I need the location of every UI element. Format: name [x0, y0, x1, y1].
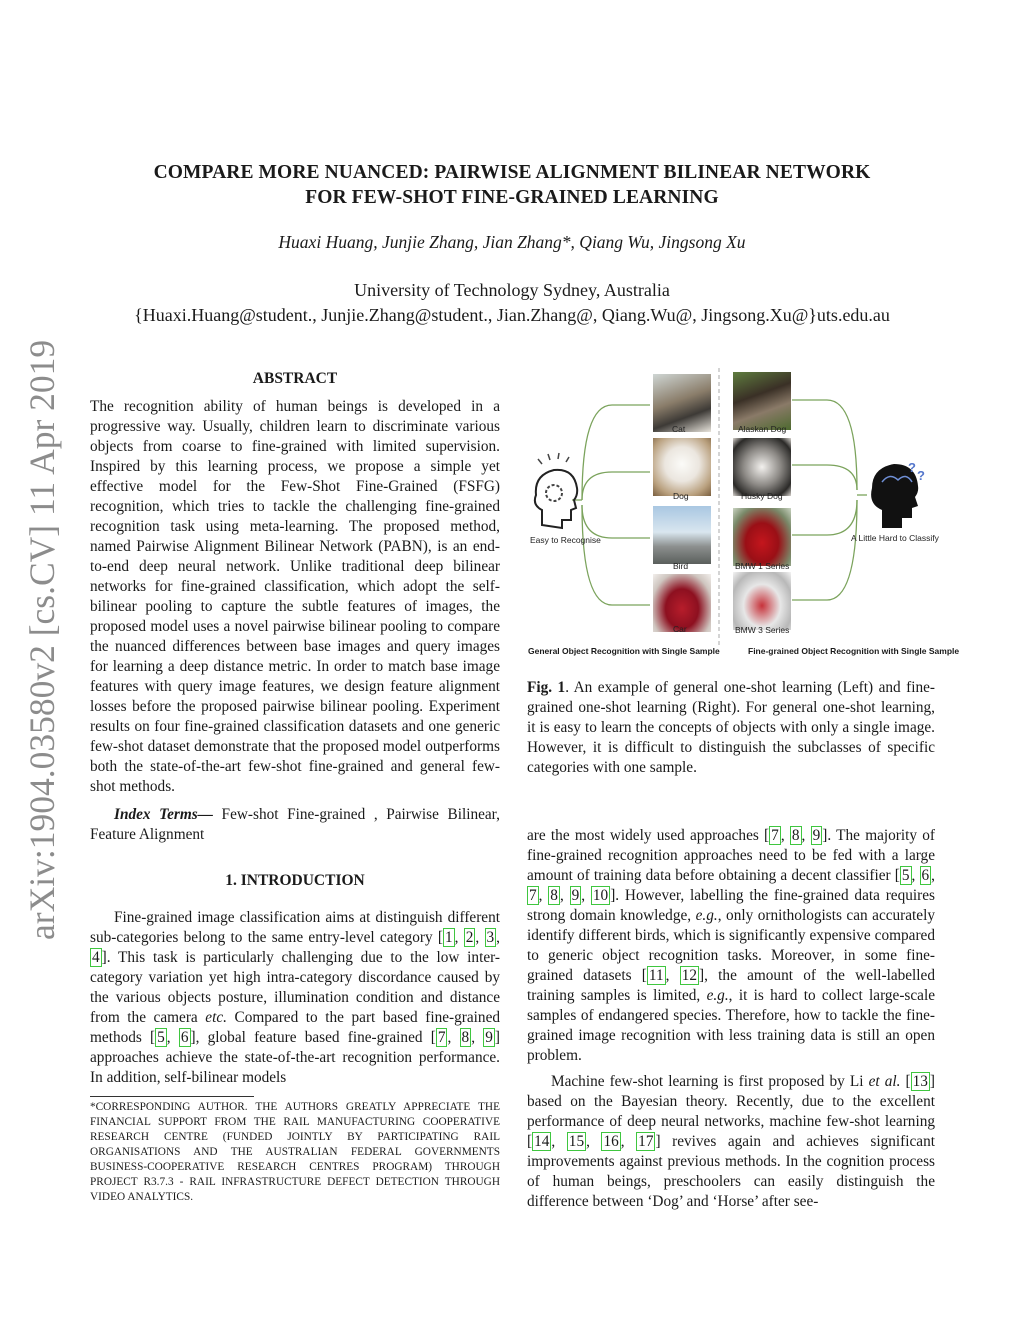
label-bird: Bird — [673, 561, 689, 571]
alaskan-dog-photo — [733, 372, 791, 430]
husky-dog-photo — [733, 438, 791, 496]
author-list: Huaxi Huang, Junjie Zhang, Jian Zhang*, Qiang Wu, Jingsong Xu — [278, 232, 746, 252]
intro-paragraph-1-continued: are the most widely used approaches [ 7 , 8 , 9 ]. The majority of fine-grained recognition approaches need to be fed with a large amount of training data before obtaining a decent classifier [ 5 , 6 , 7 , 8 , 9 , 10 ]. However, labelling the fine-grained data requires strong domain knowledge, e.g., only ornithologists can accurately identify different birds, which is significantly expensive compared to generic object recognition tasks. Moreover, in some fine-grained datasets [ 11 , 12 ], the amount of the well-labelled training samples is limited, e.g., it is hard to collect large-scale samples of endangered species. Therefore, how to tackle the fine-grained image recognition with less training data is still an open problem. — [527, 827, 936, 1064]
citation[interactable]: 2 — [465, 929, 474, 946]
figure-diagram — [522, 360, 942, 660]
intro-p2-c: ] based on the Bayesian theory. Recently, due to the excellent performance of deep neural networks, machine few-shot learning [ — [527, 1073, 935, 1150]
caption-fine-grained-recognition: Fine-grained Object Recognition with Single Sample — [748, 646, 960, 656]
left-tree-lines — [572, 405, 650, 605]
samoyed-photo — [653, 438, 711, 496]
intro-p1-etc: etc. — [205, 1009, 227, 1026]
caption-general-recognition: General Object Recognition with Single Sample — [528, 646, 720, 656]
citation[interactable]: 9 — [812, 827, 821, 844]
citation[interactable]: 5 — [901, 867, 910, 884]
label-hard-to-classify: A Little Hard to Classify — [851, 533, 939, 543]
figure-caption-label: Fig. 1 — [527, 679, 566, 696]
citation[interactable]: 16 — [603, 1133, 619, 1150]
label-easy-to-recognise: Easy to Recognise — [530, 535, 601, 545]
citation[interactable]: 5 — [157, 1029, 165, 1046]
intro-p1-d: ], global feature based fine-grained [ — [190, 1029, 436, 1046]
citation[interactable]: 6 — [180, 1029, 189, 1046]
citation[interactable]: 8 — [791, 827, 800, 844]
figure-1-caption — [527, 678, 935, 778]
intro-p1-b: ]. This task is particularly challenging due to the low inter-category variation yet high intra-category discordance caused by the various objects posture, illumination condition and distance from the camera — [90, 949, 500, 1026]
citation[interactable]: 7 — [529, 887, 537, 904]
intro-right-b: ]. The majority of fine-grained recognition approaches need to be fed with a large amount of training data before obtaining a decent classifier [ — [527, 827, 936, 884]
intro-p2-d: ] revives again and achieves significant improvements against previous methods. In the cognition process of human beings, preschoolers can easily distinguish the difference between ‘Dog’ and ‘Horse’ after see- — [527, 1133, 935, 1210]
intro-p2-a: Machine few-shot learning is first proposed by Li — [551, 1073, 869, 1090]
intro-paragraph-2: Machine few-shot learning is first proposed by Li et al. [ 13 ] based on the Bayesian theory. Recently, due to the excellent performance of deep neural networks, machine few-shot learning [ 14 , 15 , 16 , 17 ] revives again and achieves significant improvements against previous methods. In the cognition process of human beings, preschoolers can easily distinguish the difference between ‘Dog’ and ‘Horse’ after see- — [527, 1073, 935, 1210]
intro-p1-e: ] approaches achieve the state-of-the-art recognition performance. In addition, self-bilinear models — [90, 1029, 500, 1086]
citation[interactable]: 1 — [444, 929, 453, 946]
intro-p1-a: Fine-grained image classification aims at distinguish different sub-categories belong to the same entry-level category [ — [90, 909, 500, 946]
affiliation — [60, 278, 964, 328]
intro-left-column — [90, 908, 500, 1088]
figure-1 — [522, 360, 960, 660]
intro-et-al: et al. — [868, 1073, 901, 1090]
index-terms — [90, 805, 500, 845]
citation[interactable]: 8 — [461, 1029, 470, 1046]
bmw-1-series-photo — [733, 508, 791, 566]
label-husky-dog: Husky Dog — [741, 491, 783, 501]
intro-p1-c: Compared to the part based fine-grained methods [ — [90, 1009, 501, 1046]
citation[interactable]: 9 — [485, 1029, 493, 1046]
index-terms-label: Index Terms— — [114, 806, 213, 823]
author-emails: {Huaxi.Huang@student., Junjie.Zhang@student., Jian.Zhang@, Qiang.Wu@, Jingsong.Xu@}uts.edu.au — [134, 305, 890, 325]
citation[interactable]: 8 — [550, 887, 558, 904]
right-tree-lines — [792, 400, 867, 600]
citation[interactable]: 12 — [681, 967, 697, 984]
label-cat: Cat — [672, 424, 686, 434]
bird-photo — [653, 506, 711, 564]
label-alaskan-dog: Alaskan Dog — [738, 424, 787, 434]
paper-title — [90, 160, 934, 210]
intro-right-c: ]. However, labelling the fine-grained data requires strong domain knowledge, — [527, 887, 935, 924]
index-terms-text: Few-shot Fine-grained , Pairwise Bilinear, Feature Alignment — [90, 806, 500, 843]
abstract-text: The recognition ability of human beings is developed in a progressive way. Usually, children learn to discriminate various objects from coarse to fine-grained with limited supervision. Inspired by this learning process, we propose a simple yet effective model for the Few-Shot Fine-Grained (FSFG) recognition, which tries to tackle the challenging fine-grained recognition task using meta-learning. The proposed method, named Pairwise Alignment Bilinear Network (PABN), is an end-to-end deep neural network. Unlike traditional deep bilinear networks for fine-grained classification, which adopt the self-bilinear pooling to capture the subtle features of images, the proposed model uses a novel pairwise bilinear pooling to compare the nuanced differences between base images and query images for learning a deep distance metric. In order to match base image features with query image features, we design feature alignment losses before the proposed pairwise bilinear pooling. Experiment results on four fine-grained classification datasets and one generic few-shot dataset demonstrate that the proposed model outperforms both the state-of-the-art few-shot fine-grained and general few-shot methods. — [90, 398, 500, 795]
citation[interactable]: 7 — [437, 1029, 446, 1046]
intro-right-e: ], the amount of the well-labelled training samples is limited, — [527, 967, 935, 1004]
abstract-body — [90, 397, 500, 797]
intro-right-d: , only ornithologists can accurately identify different birds, which is significantly expensive compared to generic object recognition tasks. Moreover, in some fine-grained datasets [ — [527, 907, 936, 984]
arxiv-identifier: arXiv:1904.03580v2 [cs.CV] 11 Apr 2019 — [22, 339, 62, 940]
citation[interactable]: 3 — [486, 929, 495, 946]
intro-right-f: , it is hard to collect large-scale samples of endangered species. Therefore, how to tackle the fine-grained image recognition with less training data is still an open problem. — [527, 987, 935, 1064]
hard-head-icon — [871, 460, 925, 528]
intro-right-column — [527, 826, 935, 1212]
citation[interactable]: 4 — [92, 949, 100, 966]
figure-caption-text: . An example of general one-shot learning (Left) and fine-grained one-shot learning (Right). For general one-shot learning, it is easy to learn the concepts of objects with only a single image. However, it is difficult to distinguish the subclasses of specific categories with one sample. — [527, 679, 935, 776]
citation[interactable]: 14 — [534, 1133, 550, 1150]
intro-eg: e.g. — [695, 907, 718, 924]
citation[interactable]: 7 — [771, 827, 779, 844]
footnote-rule — [90, 1096, 254, 1097]
footnote: *CORRESPONDING AUTHOR. THE AUTHORS GREATLY APPRECIATE THE FINANCIAL SUPPORT FROM THE RAIL MANUFACTURING COOPERATIVE RESEARCH CENTRE (FUNDED JOINTLY BY PARTICIPATING RAIL ORGANISATIONS AND THE AUSTRALIAN FEDERAL GOVERNMENTS BUSINESS-COOPERATIVE RESEARCH CENTRES PROGRAM) THROUGH PROJECT R3.7.3 - RAIL INFRASTRUCTURE DEFECT DETECTION THROUGH VIDEO ANALYTICS. — [90, 1101, 500, 1203]
citation[interactable]: 10 — [592, 887, 609, 904]
intro-heading: 1. INTRODUCTION — [225, 872, 365, 889]
abstract-heading: ABSTRACT — [252, 370, 338, 387]
title-line-2: FOR FEW-SHOT FINE-GRAINED LEARNING — [305, 187, 719, 208]
label-bmw-3-series: BMW 3 Series — [735, 625, 790, 635]
svg-text:?: ? — [917, 468, 925, 483]
citation[interactable]: 15 — [568, 1133, 585, 1150]
label-car: Car — [673, 624, 687, 634]
citation[interactable]: 6 — [921, 867, 930, 884]
citation[interactable]: 11 — [648, 967, 664, 984]
title-line-1: COMPARE MORE NUANCED: PAIRWISE ALIGNMENT BILINEAR NETWORK — [153, 162, 871, 183]
citation[interactable]: 17 — [638, 1133, 654, 1150]
citation[interactable]: 13 — [912, 1073, 928, 1090]
intro-paragraph-1: Fine-grained image classification aims at distinguish different sub-categories belong to the same entry-level category [ 1 , 2 , 3 , 4 ]. This task is particularly challenging due to the low inter-category variation yet high intra-category discordance caused by the various objects posture, illumination condition and distance from the camera etc. Compared to the part based fine-grained methods [ 5 , 6 ], global feature based fine-grained [ 7 , 8 , 9 ] approaches achieve the state-of-the-art recognition performance. In addition, self-bilinear models — [90, 909, 501, 1086]
institution: University of Technology Sydney, Australia — [354, 280, 670, 300]
svg-text:?: ? — [908, 460, 916, 475]
label-dog: Dog — [673, 491, 689, 501]
citation[interactable]: 9 — [571, 887, 580, 904]
bmw-3-series-photo — [733, 572, 791, 630]
easy-head-icon — [535, 453, 577, 528]
intro-right-a: are the most widely used approaches [ — [527, 827, 770, 844]
label-bmw-1-series: BMW 1 Series — [735, 561, 790, 571]
intro-p2-b: [ — [900, 1073, 911, 1090]
intro-eg: e.g. — [706, 987, 729, 1004]
